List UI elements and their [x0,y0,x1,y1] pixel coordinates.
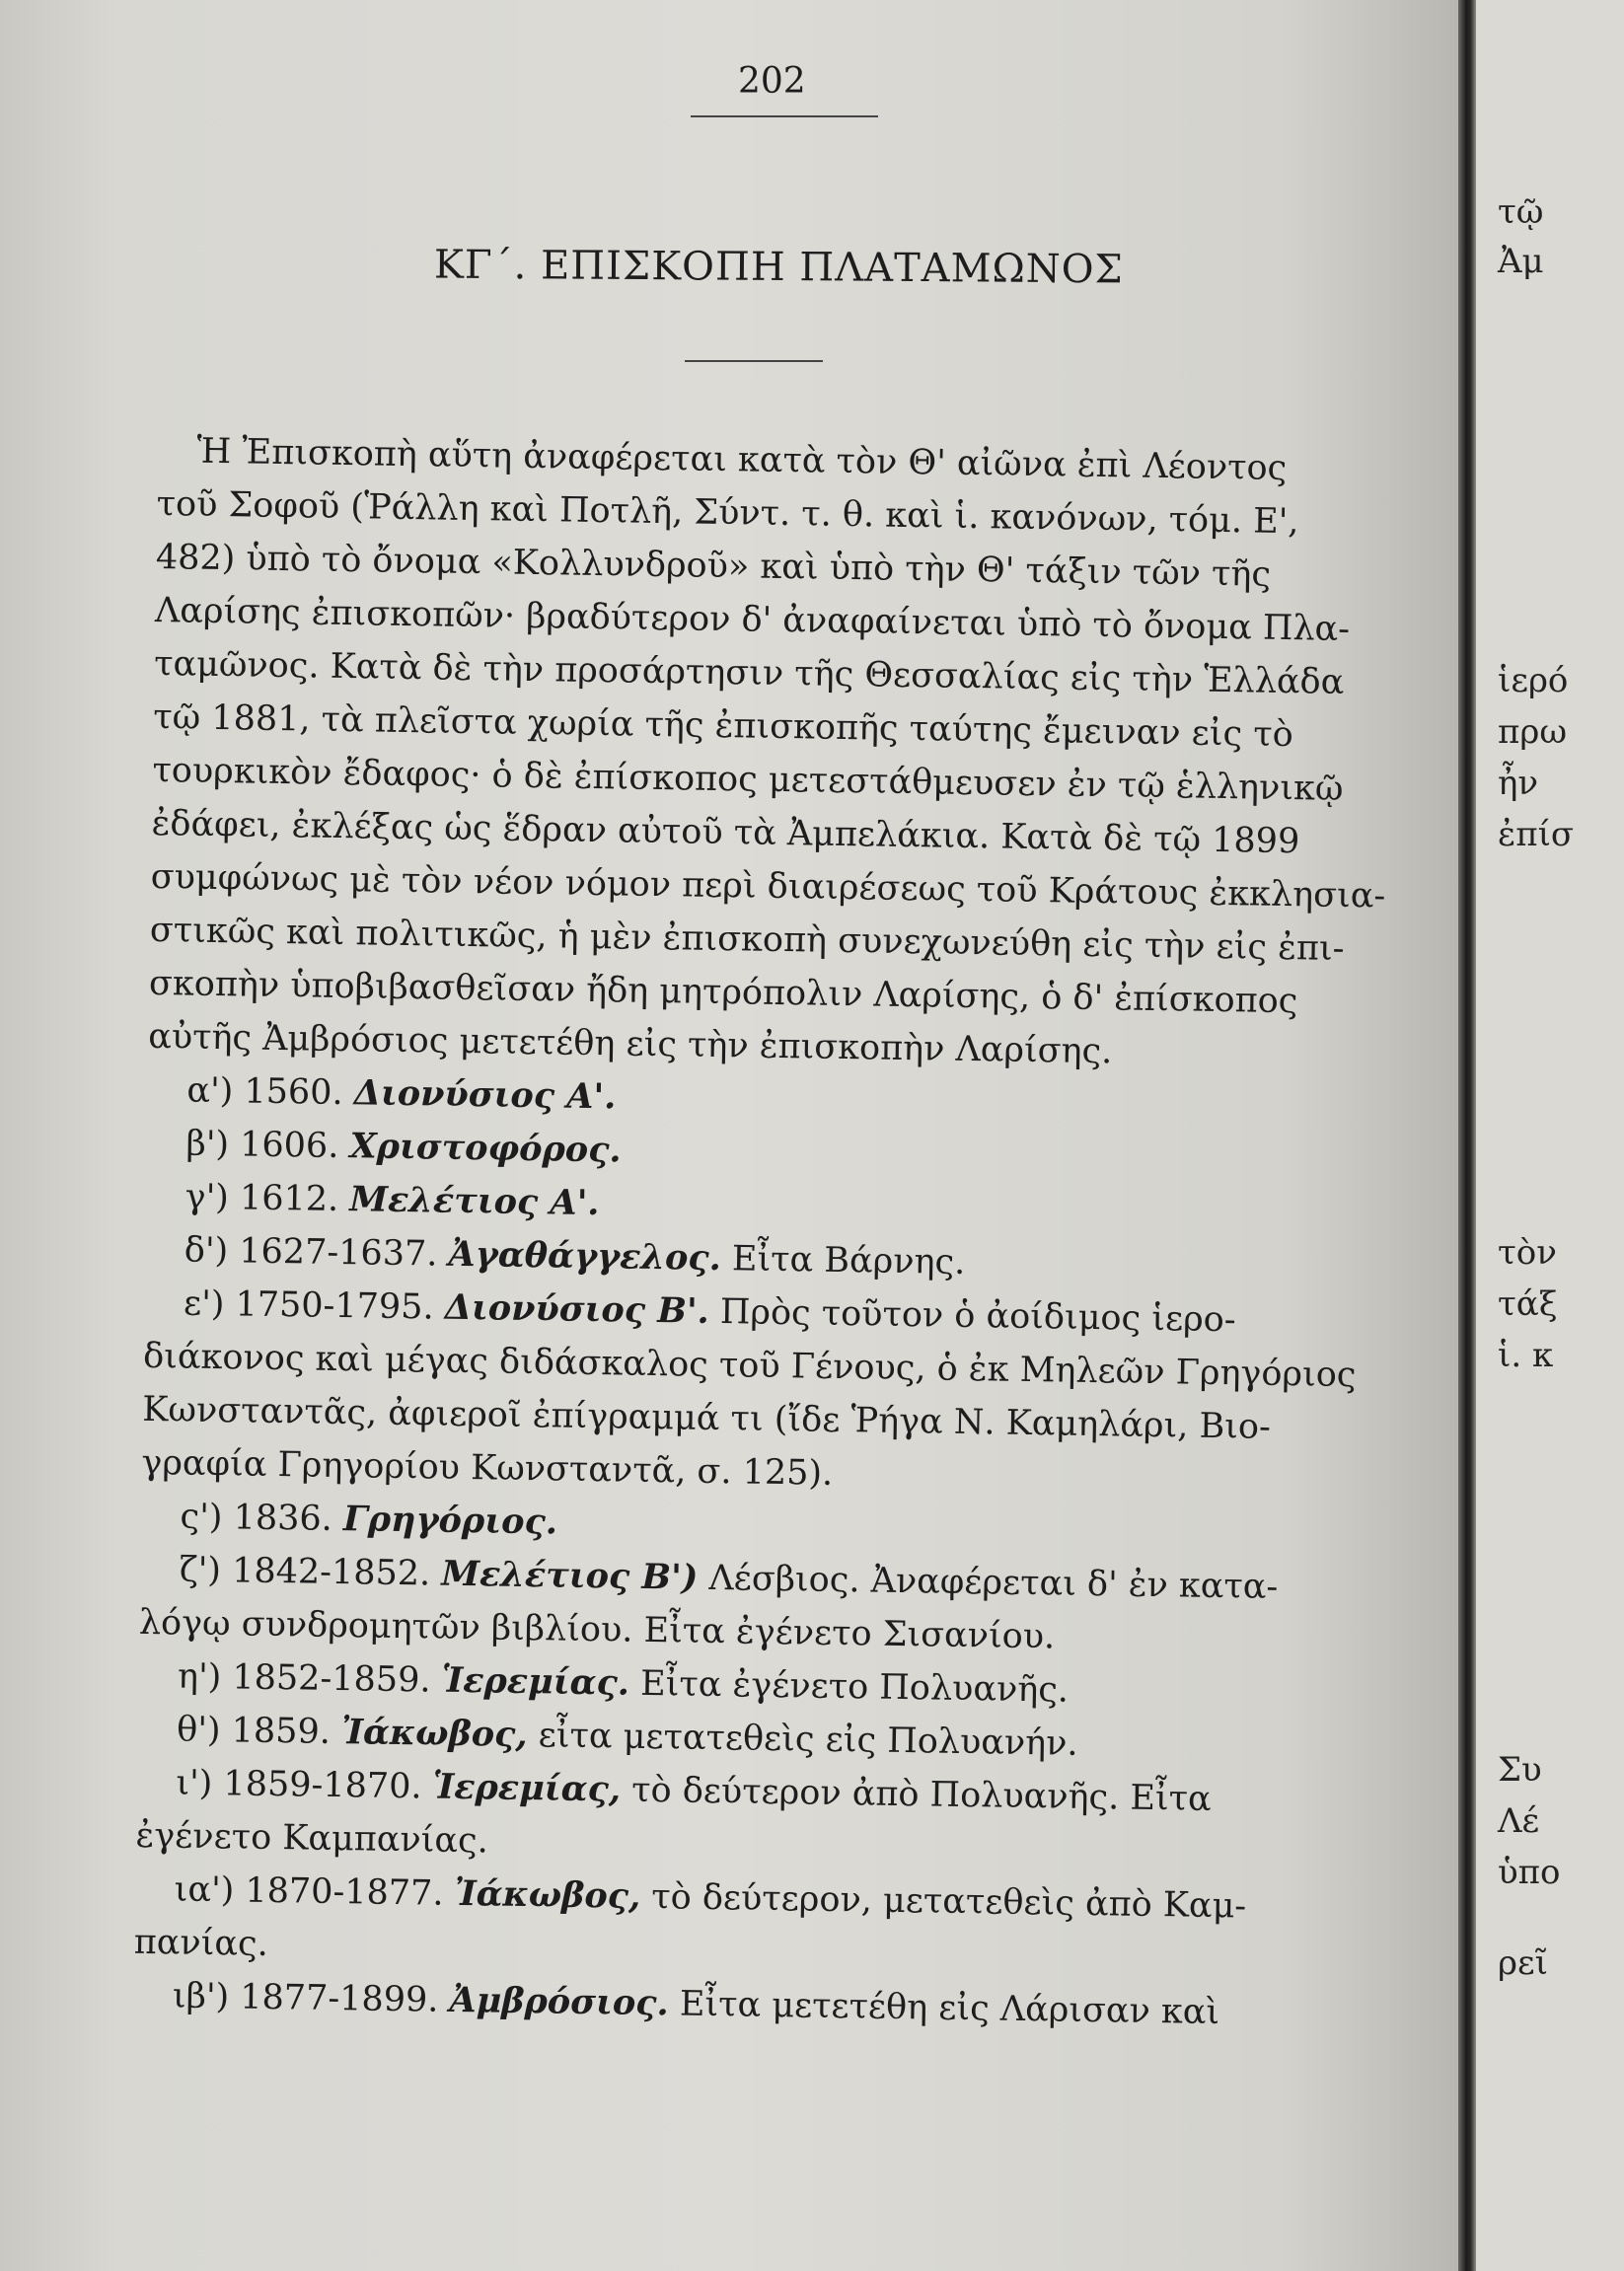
entry-years: 1560. [244,1071,355,1114]
book-page-right-edge [1476,0,1624,2271]
entry-name: Μελέτιος Α'. [349,1179,600,1224]
entry-continuation: ἐγένετο Καμπανίας. [135,1815,489,1862]
entry-note: Εἶτα μετετέθη εἰς Λάρισαν καὶ [668,1984,1220,2033]
book-gutter [1458,0,1476,2271]
entry-number: ζ') [179,1550,233,1591]
page-number: 202 [738,61,806,102]
entry-name: Ἰάκωβος, [340,1712,528,1756]
text-line: σκοπὴν ὑποβιβασθεῖσαν ἤδη μητρόπολιν Λαρίσης, ὁ δ' ἐπίσκοπος [148,963,1298,1022]
entry-name: Διονύσιος Α'. [353,1072,617,1118]
entry-years: 1836. [233,1498,344,1540]
next-page-fragment: ὑπο [1498,1853,1561,1892]
next-page-fragment: ἦν [1498,764,1539,803]
entry-number: ε') [183,1283,236,1325]
text-line: Λαρίσης ἐπισκοπῶν· βραδύτερον δ' ἀναφαίνεται ὑπὸ τὸ ὄνομα Πλα- [154,590,1351,649]
entry-number: ι') [176,1763,224,1804]
text-line: 482) ὑπὸ τὸ ὄνομα «Κολλυνδροῦ» καὶ ὑπὸ τὴν Θ' τάξιν τῶν τῆς [155,537,1272,595]
entry-name: Διονύσιος Β'. [444,1286,710,1332]
entry-years: 1859. [231,1711,342,1753]
next-page-fragment: Λέ [1498,1801,1540,1841]
entry-years: 1870-1877. [245,1870,455,1914]
text-line: στικῶς καὶ πολιτικῶς, ἡ μὲν ἐπισκοπὴ συνεχωνεύθη εἰς τὴν εἰς ἐπι- [149,910,1345,969]
entry-continuation: πανίας. [133,1922,269,1964]
entry-name: Ἱερεμίας. [441,1659,630,1704]
next-page-fragment: πρω [1498,712,1568,752]
entry-number: ιβ') [172,1976,241,2017]
entry-name: Γρηγόριος. [342,1499,558,1543]
body-text [133,424,1391,2041]
entry-continuation: λόγῳ συνδρομητῶν βιβλίου. Εἶτα ἐγένετο Σισανίου. [138,1602,1056,1657]
entry-name: Χριστοφόρος. [349,1126,622,1171]
entry-name: Ἱερεμίας, [432,1766,622,1810]
entry-name: Ἀμβρόσιος. [449,1979,670,2024]
entry-name: Ἰάκωβος, [454,1872,641,1917]
next-page-fragment: τῷ [1498,192,1544,232]
entry-continuation: Κωνσταντᾶς, ἀφιεροῖ ἐπίγραμμά τι (ἴδε Ῥήγα Ν. Καμηλάρι, Βιο- [141,1389,1272,1447]
entry-note: Λέσβιος. Ἀναφέρεται δ' ἐν κατα- [698,1558,1279,1607]
entry-number: α') [186,1070,245,1112]
entry-years: 1842-1852. [231,1551,442,1594]
next-page-fragment: τὸν [1498,1233,1557,1273]
entry-years: 1750-1795. [235,1284,446,1328]
next-page-fragment: ἐπίσ [1498,815,1575,854]
entry-note: Εἶτα ἐγένετο Πολυανῆς. [628,1663,1070,1711]
entry-name: Ἀγαθάγγελος. [448,1233,722,1280]
next-page-fragment: ρεῖ [1498,1943,1548,1983]
entry-years: 1859-1870. [223,1764,434,1807]
entry-number: θ') [176,1710,233,1751]
entry-continuation: γραφία Γρηγορίου Κωνσταντᾶ, σ. 125). [141,1442,834,1494]
entry-number: γ') [185,1177,241,1218]
text-line: τῷ 1881, τὰ πλεῖστα χωρία τῆς ἐπισκοπῆς ταύτης ἔμειναν εἰς τὸ [153,696,1294,756]
entry-number: ια') [174,1869,246,1911]
section-title: ΚΓ΄. ΕΠΙΣΚΟΠΗ ΠΛΑΤΑΜΩΝΟΣ [433,242,1124,293]
text-line: ἐδάφει, ἐκλέξας ὡς ἕδραν αὐτοῦ τὰ Ἀμπελάκια. Κατὰ δὲ τῷ 1899 [151,803,1300,862]
intro-paragraph [148,424,1391,1083]
entry-note: εἶτα μετατεθεὶς εἰς Πολυανήν. [527,1716,1078,1764]
title-rule [685,360,823,362]
entry-note: τὸ δεύτερον ἀπὸ Πολυανῆς. Εἶτα [620,1770,1212,1819]
entry-number: δ') [184,1230,240,1272]
next-page-fragment: ἱερό [1498,661,1569,700]
entry-number: ς') [180,1497,234,1538]
entry-name: Μελέτιος Β') [441,1553,699,1598]
entry-number: β') [185,1124,241,1165]
text-line: Ἡ Ἐπισκοπὴ αὕτη ἀναφέρεται κατὰ τὸν Θ' αἰῶνα ἐπὶ Λέοντος [196,431,1288,488]
text-line: συμφώνως μὲ τὸν νέον νόμον περὶ διαιρέσεως τοῦ Κράτους ἐκκλησια- [150,856,1386,916]
text-line: ταμῶνος. Κατὰ δὲ τὴν προσάρτησιν τῆς Θεσσαλίας εἰς τὴν Ἑλλάδα [153,643,1345,702]
entry-years: 1612. [239,1178,350,1220]
text-line: τουρκικὸν ἔδαφος· ὁ δὲ ἐπίσκοπος μετεστάθμευσεν ἐν τῷ ἑλληνικῷ [152,750,1344,809]
entry-years: 1877-1899. [240,1977,450,2020]
text-line: τοῦ Σοφοῦ (Ῥάλλη καὶ Ποτλῆ, Σύντ. τ. θ. καὶ ἱ. κανόνων, τόμ. Ε', [156,483,1299,543]
entry-note: Πρὸς τοῦτον ὁ ἀοίδιμος ἱερο- [708,1291,1236,1341]
entry-note: τὸ δεύτερον, μετατεθεὶς ἀπὸ Καμ- [639,1876,1247,1927]
next-page-fragment: Ἀμ [1498,242,1544,281]
entry-years: 1627-1637. [239,1231,449,1275]
next-page-fragment: Συ [1498,1750,1542,1790]
entry-years: 1606. [239,1125,350,1167]
text-line: αὐτῆς Ἀμβρόσιος μετετέθη εἰς τὴν ἐπισκοπὴν Λαρίσης. [147,1016,1113,1072]
bishop-list [133,1063,1381,2042]
entry-continuation: διάκονος καὶ μέγας διδάσκαλος τοῦ Γένους, ὁ ἐκ Μηλεῶν Γρηγόριος [142,1336,1357,1396]
entry-number: η') [177,1656,233,1698]
page-number-rule [691,115,878,117]
next-page-fragment: τάξ [1498,1284,1558,1324]
entry-years: 1852-1859. [232,1657,442,1701]
entry-note: Εἶτα Βάρνης. [720,1239,966,1282]
next-page-fragment: ἱ. κ [1498,1336,1554,1375]
